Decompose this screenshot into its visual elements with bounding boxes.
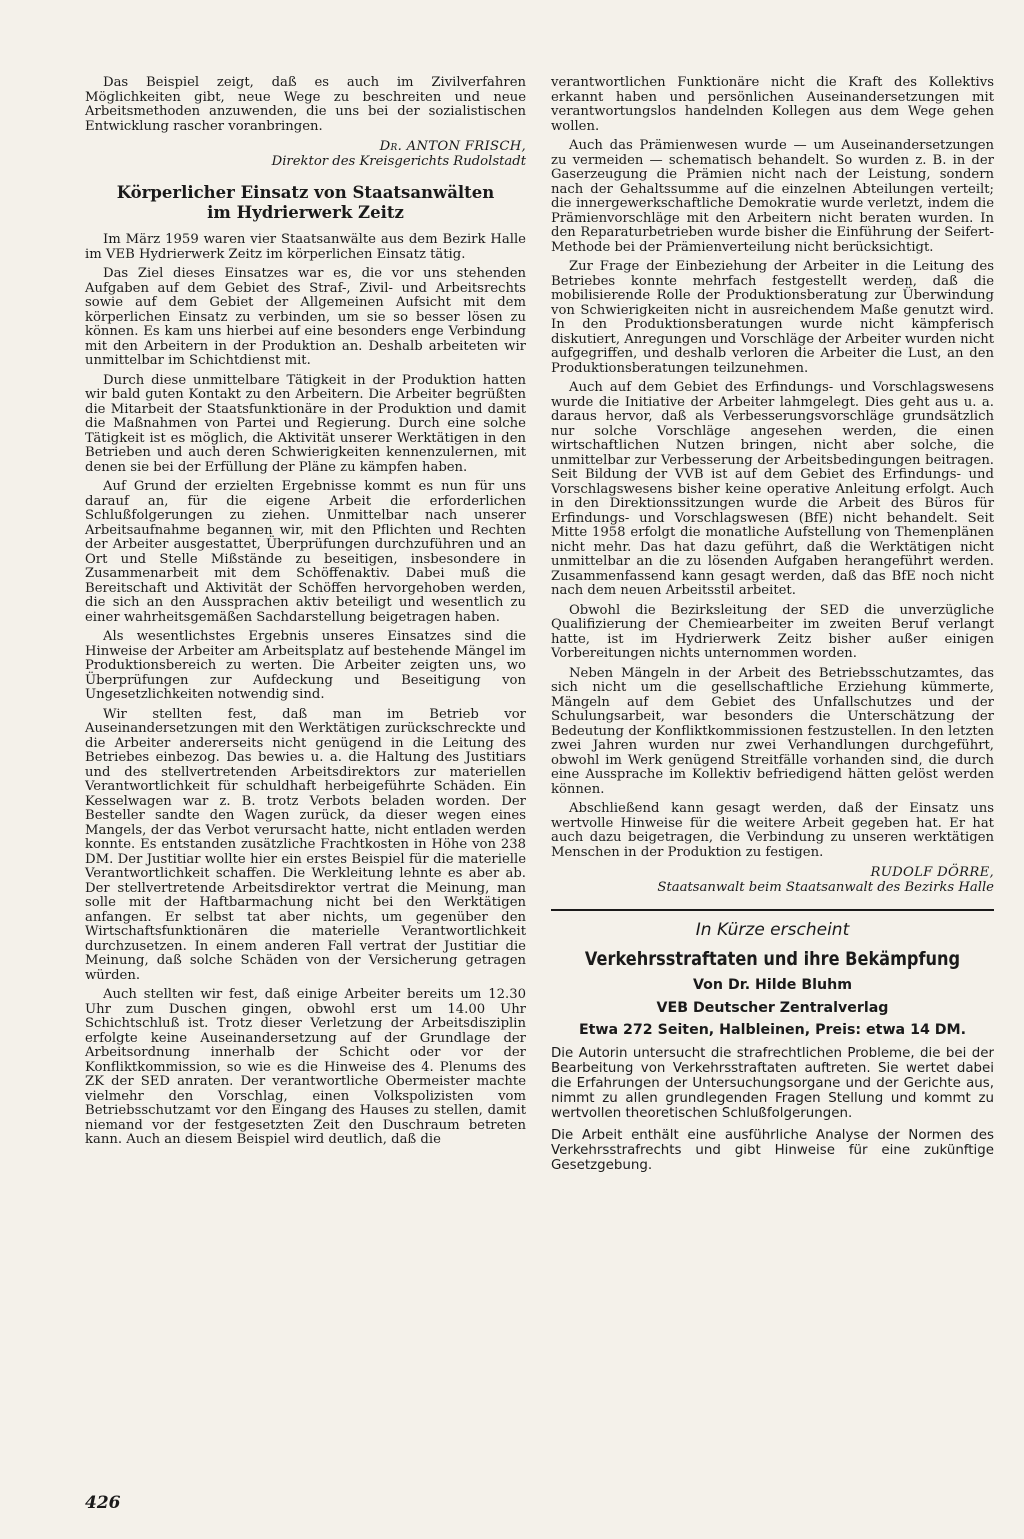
book-announcement <box>551 920 994 1038</box>
book-author: Von Dr. Hilde Bluhm <box>692 977 853 993</box>
left-column <box>85 76 526 1153</box>
book-description-1: Die Autorin untersucht die strafrechtlichen Probleme, die bei der Bearbeitung von Verkehrsstraftaten auftreten. Sie wertet dabei die Erfahrungen der Untersuchungsorgane und der Gerichte aus, nimmt zu allen grundlegenden Fragen Stellung und kommt zu wertvollen theoretischen Schlußfolgerungen. <box>551 1045 994 1121</box>
page-number: 426 <box>85 1493 121 1513</box>
paragraph: Neben Mängeln in der Arbeit des Betriebsschutzamtes, das sich nicht um die gesellschaftliche Erziehung kümmerte, Mängeln auf dem Gebiet des Unfallschutzes und der Schulungsarbeit, war besonders die Unterschätzung der Bedeutung der Konfliktkommissionen festzustellen. In den letzten zwei Jahren wurden nur zwei Verhandlungen durchgeführt, obwohl im Werk genügend Streitfälle vorhanden sind, die durch eine Aussprache im Kollektiv befriedigend hätten gelöst werden können. <box>551 665 994 797</box>
paragraph: Durch diese unmittelbare Tätigkeit in der Produktion hatten wir bald guten Kontakt zu den Arbeitern. Die Arbeiter begrüßten die Mitarbeit der Staatsfunktionäre in der Produktion und damit die Maßnahmen von Partei und Regierung. Durch eine solche Tätigkeit ist es möglich, die Aktivität unserer Werktätigen in den Betrieben und auch deren Schwierigkeiten kennenzulernen, mit denen sie bei der Erfüllung der Pläne zu kämpfen haben. <box>85 372 526 475</box>
paragraph: Als wesentlichstes Ergebnis unseres Einsatzes sind die Hinweise der Arbeiter am Arbeitsplatz auf bestehende Mängel im Produktionsbereich zu werten. Die Arbeiter zeigten uns, wo Überprüfungen zur Aufdeckung und Beseitigung von Ungesetzlichkeiten notwendig sind. <box>85 629 526 702</box>
section-divider <box>551 909 994 911</box>
heading-line-2: im Hydrierwerk Zeitz <box>207 203 404 222</box>
paragraph: Obwohl die Bezirksleitung der SED die unverzügliche Qualifizierung der Chemiearbeiter im zweiten Beruf verlangt hatte, ist im Hydrierwerk Zeitz bisher außer einigen Vorbereitungen nichts unternommen worden. <box>551 602 994 661</box>
intro-paragraph: Das Beispiel zeigt, daß es auch im Zivilverfahren Möglichkeiten gibt, neue Wege zu beschreiten und neue Arbeitsmethoden anzuwenden, die uns bei der sozialistischen Entwicklung rascher voranbringen. <box>85 75 526 134</box>
paragraph: Wir stellten fest, daß man im Betrieb vor Auseinandersetzungen mit den Werktätigen zurückschreckte und die Arbeiter andererseits nicht genügend in die Leitung des Betriebes einbezog. Das bewies u. a. die Haltung des Justitiars und des stellvertretenden Arbeitsdirektors zur materiellen Verantwortlichkeit für schuldhaft herbeigeführte Schäden. Ein Kesselwagen war z. B. trotz Verbots beladen worden. Der Besteller sandte den Wagen zurück, da dieser wegen eines Mangels, der das Verbot verursacht hatte, nicht entladen werden konnte. Es entstanden zusätzliche Frachtkosten in Höhe von 238 DM. Der Justitiar wollte hier ein erstes Beispiel für die materielle Verantwortlichkeit schaffen. Die Werkleitung lehnte es aber ab. Der stellvertretende Arbeitsdirektor vertrat die Meinung, man solle mit der Haftbarmachung nicht bei den Werktätigen anfangen. Er selbst tat aber nichts, um gegenüber den Wirtschaftsfunktionären die materielle Verantwortlichkeit durchzusetzen. In einem anderen Fall vertrat der Justitiar die Meinung, daß solche Schäden von der Versicherung getragen würden. <box>85 706 526 983</box>
signature-doerre <box>551 865 994 895</box>
paragraph: verantwortlichen Funktionäre nicht die Kraft des Kollektivs erkannt haben und persönlichen Auseinandersetzungen mit verantwortungslos handelnden Kollegen aus dem Wege gehen wollen. <box>551 75 994 134</box>
right-column <box>551 76 994 1180</box>
signature-role: Staatsanwalt beim Staatsanwalt des Bezirks Halle <box>657 880 994 895</box>
book-description <box>551 1046 994 1173</box>
paragraph: Zur Frage der Einbeziehung der Arbeiter in die Leitung des Betriebes konnte mehrfach festgestellt werden, daß die mobilisierende Rolle der Produktionsberatung zur Überwindung von Schwierigkeiten nicht in ausreichendem Maße genutzt wird. In den Produktionsberatungen wurde nicht kämpferisch diskutiert, Anregungen und Vorschläge der Arbeiter wurden nicht aufgegriffen, und deshalb verloren die Arbeiter die Lust, an den Produktionsberatungen teilzunehmen. <box>551 259 994 376</box>
book-details: Etwa 272 Seiten, Halbleinen, Preis: etwa 14 DM. <box>578 1022 967 1038</box>
paragraph: Auch das Prämienwesen wurde — um Auseinandersetzungen zu vermeiden — schematisch behandelt. So wurden z. B. in der Gaserzeugung die Prämien nicht nach der Leistung, sondern nach der Gehaltssumme auf die einzelnen Abteilungen verteilt; die innergewerkschaftliche Demokratie wurde verletzt, indem die Prämienvorschläge mit den Arbeitern nicht beraten wurden. In den Reparaturbetrieben wurde bisher die Einführung der Seifert-Methode bei der Prämienverteilung nicht berücksichtigt. <box>551 138 994 255</box>
book-publisher: VEB Deutscher Zentralverlag <box>656 999 889 1016</box>
article-heading <box>85 183 526 223</box>
signature-role: Direktor des Kreisgerichts Rudolstadt <box>271 154 526 169</box>
paragraph: Abschließend kann gesagt werden, daß der Einsatz uns wertvolle Hinweise für die weitere Arbeit gegeben hat. Er hat auch dazu beigetragen, die Verbindung zu unseren werktätigen Menschen in der Produktion zu festigen. <box>551 801 994 860</box>
paragraph: Auf Grund der erzielten Ergebnisse kommt es nun für uns darauf an, für die eigene Arbeit die erforderlichen Schlußfolgerungen zu ziehen. Unmittelbar nach unserer Arbeitsaufnahme begannen wir, mit den Pflichten und Rechten der Arbeiter ausgestattet, Überprüfungen durchzuführen und an Ort und Stelle Mißstände zu beseitigen, insbesondere in Zusammenarbeit mit dem Schöffenaktiv. Dabei muß die Bereitschaft und Aktivität der Schöffen hervorgehoben werden, die sich an den Aussprachen aktiv beteiligt und wesentlich zu einer wahrheitsgemäßen Sachdarstellung beigetragen haben. <box>85 479 526 625</box>
heading-line-1: Körperlicher Einsatz von Staatsanwälten <box>116 183 495 202</box>
paragraph: Im März 1959 waren vier Staatsanwälte aus dem Bezirk Halle im VEB Hydrierwerk Zeitz im körperlichen Einsatz tätig. <box>85 232 526 262</box>
paragraph: Auch stellten wir fest, daß einige Arbeiter bereits um 12.30 Uhr zum Duschen gingen, obwohl erst um 14.00 Uhr Schichtschluß ist. Trotz dieser Verletzung der Arbeitsdisziplin erfolgte keine Auseinandersetzung auf der Grundlage der Arbeitsordnung innerhalb der Schicht oder vor der Konfliktkommission, so wie es die Hinweise des 4. Plenums des ZK der SED anraten. Der verantwortliche Obermeister machte vielmehr den Vorschlag, einen Volkspolizisten vom Betriebsschutzamt vor den Eingang des Hauses zu stellen, damit niemand vor der festgesetzten Zeit den Duschraum betreten kann. Auch an diesem Beispiel wird deutlich, daß die <box>85 987 526 1147</box>
paragraph: Auch auf dem Gebiet des Erfindungs- und Vorschlagswesens wurde die Initiative der Arbeiter lahmgelegt. Dies geht aus u. a. daraus hervor, daß als Verbesserungsvorschläge grundsätzlich nur solche Vorschläge angesehen werden, die einen wirtschaftlichen Nutzen bringen, nicht aber solche, die unmittelbar zur Verbesserung der Arbeitsbedingungen beitragen. Seit Bildung der VVB ist auf dem Gebiet des Erfindungs- und Vorschlagswesens bisher keine operative Anleitung erfolgt. Auch in den Direktionssitzungen wurde die Arbeit des Büros für Erfindungs- und Vorschlagswesen (BfE) nicht behandelt. Seit Mitte 1958 erfolgt die monatliche Aufstellung von Themenplänen nicht mehr. Das hat dazu geführt, daß die Werktätigen nicht unmittelbar an die zu lösenden Aufgaben herangeführt werden. Zusammenfassend kann gesagt werden, daß das BfE noch nicht nach dem neuen Arbeitsstil arbeitet. <box>551 380 994 598</box>
signature-frisch <box>85 139 526 169</box>
signature-name: RUDOLF DÖRRE, <box>870 865 994 880</box>
book-title: Verkehrsstraftaten und ihre Bekämpfung <box>584 947 961 970</box>
paragraph: Das Ziel dieses Einsatzes war es, die vor uns stehenden Aufgaben auf dem Gebiet des Straf-, Zivil- und Arbeitsrechts sowie auf dem Gebiet der Allgemeinen Aufsicht mit dem körperlichen Einsatz zu verbinden, um sie so besser lösen zu können. Es kam uns hierbei auf eine besonders enge Verbindung mit den Arbeitern in der Produktion an. Deshalb arbeiteten wir unmittelbar im Schichtdienst mit. <box>85 266 526 368</box>
signature-name: Dr. ANTON FRISCH, <box>379 139 526 154</box>
book-description-2: Die Arbeit enthält eine ausführliche Analyse der Normen des Verkehrsstrafrechts und gibt Hinweise für eine zukünftige Gesetzgebung. <box>551 1127 994 1173</box>
announcement-kicker: In Kürze erscheint <box>695 920 850 940</box>
